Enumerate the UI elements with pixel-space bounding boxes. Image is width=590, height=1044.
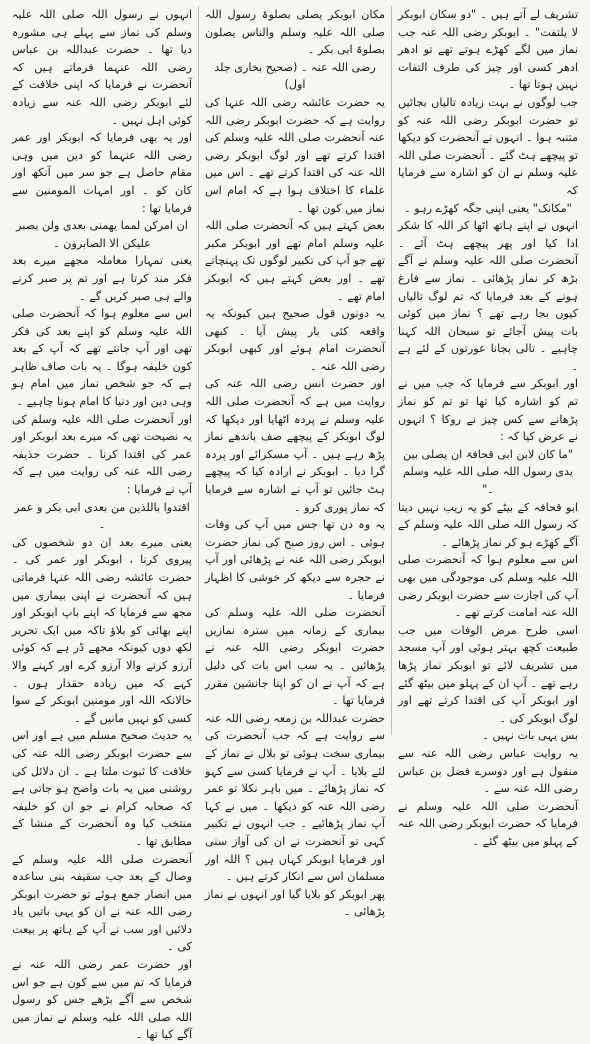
quote: "مکانک" یعنی اپنی جگہ کھڑے رہو ۔	[404, 201, 572, 215]
paragraph: یعنی میرے بعد ان دو شخصوں کی پیروی کرنا ، ابوبکر اور عمر کی ۔ حضرت عائشہ رضی اللہ عنہا فرماتی ہیں کہ آنحضرت نے اپنی بیماری میں مجھ سے فرمایا کہ اپنے باپ ابوبکر اور اپنے بھائی کو بلاؤ تاکہ میں ایک تحریر لکھ دوں کیونکہ مجھے ڈر ہے کہ کوئی آرزو کرنے والا آرزو کرے اور کہنے والا کہے کہ میں زیادہ حقدار ہوں ۔ حالانکہ اللہ اور مومنین ابوبکر کے سوا کسی کو نہیں مانیں گے ۔	[12, 535, 192, 725]
paragraph: انہوں نے رسول اللہ صلی اللہ علیہ وسلم کی نماز سے پہلے ہی مشورہ دیا تھا ۔ حضرت عبداللہ بن عباس رضی اللہ عنہما فرماتے ہیں کہ آنحضرت نے فرمایا کہ اپنی خلافت کے لئے ابوبکر رضی اللہ عنہ سے زیادہ کوئی اہل نہیں ۔	[12, 8, 192, 127]
quote: ان امرکن لمما یهمنی بعدی ولن یصبر علیکن الا الصابرون ۔	[16, 219, 188, 250]
paragraph: اور آنحضرت صلی اللہ علیہ وسلم کی یہ نصیحت تھی کہ میرے بعد ابوبکر اور عمر کی اقتدا کرنا ۔ حضرت حذیفہ رضی اللہ عنہ کی روایت میں ہے کہ آپ نے فرمایا :	[12, 412, 192, 497]
paragraph: پھر ابوبکر کو بلایا گیا اور انہوں نے نماز پڑھائی ۔	[205, 887, 385, 919]
paragraph: اور حضرت انس رضی اللہ عنہ کی روایت میں ہے کہ آنحضرت صلی اللہ علیہ وسلم نے پردہ اٹھایا اور دیکھا کہ لوگ ابوبکر کے پیچھے صف باندھے نماز پڑھ رہے ہیں ۔ آپ مسکرائے اور پردہ گرا دیا ۔ ابوبکر نے ارادہ کیا کہ پیچھے ہٹ جائیں تو آپ نے اشارہ سے فرمایا کہ نماز پوری کرو ۔	[205, 377, 385, 514]
column-left	[6, 6, 199, 1042]
paragraph: اس سے معلوم ہوا کہ آنحضرت صلی اللہ علیہ وسلم کی موجودگی میں بھی آپ کی اجازت سے حضرت ابوبکر رضی اللہ عنہ امامت کرتے تھے ۔	[398, 553, 578, 620]
paragraph: بعض کہتے ہیں کہ آنحضرت صلی اللہ علیہ وسلم امام تھے اور ابوبکر مکبر تھے جو آپ کی تکبیر لوگوں تک پہنچاتے تھے ۔ اور بعض کہتے ہیں کہ ابوبکر امام تھے ۔	[205, 219, 385, 303]
paragraph: ابو قحافہ کے بیٹے کو یہ زیب نہیں دیتا کہ رسول اللہ صلی اللہ علیہ وسلم کے آگے کھڑے ہو کر نماز پڑھائے ۔	[398, 500, 578, 549]
paragraph: یہ وہ دن تھا جس میں آپ کی وفات ہوئی ۔ اس روز صبح کی نماز حضرت ابوبکر رضی اللہ عنہ نے پڑھائی اور آپ نے حجرہ سے دیکھ کر خوشی کا اظہار فرمایا ۔	[205, 518, 385, 602]
paragraph: اسی طرح مرض الوفات میں جب طبیعت کچھ بہتر ہوئی اور آپ مسجد میں تشریف لائے تو ابوبکر نماز پڑھا رہے تھے ۔ آپ ان کے پہلو میں بیٹھ گئے اور ابوبکر آپ کی اقتدا کرتے تھے اور لوگ ابوبکر کی ۔	[398, 623, 578, 725]
quote: "ما کان لابن ابی قحافۃ ان یصلی بین یدی رسول اللہ صلی اللہ علیہ وسلم ۔"	[402, 447, 574, 497]
paragraph: آنحضرت صلی اللہ علیہ وسلم کی بیماری کے زمانہ میں سترہ نمازیں حضرت ابوبکر رضی اللہ عنہ نے پڑھائیں ۔ یہ سب اس بات کی دلیل ہے کہ آپ نے ان کو اپنا جانشین مقرر فرمایا تھا ۔	[205, 606, 385, 708]
paragraph: اور حضرت عمر رضی اللہ عنہ نے فرمایا کہ تم میں سے کون ہے جو اس شخص سے آگے بڑھے جس کو رسول اللہ صلی اللہ علیہ وسلم نے نماز میں آگے کیا تھا ۔	[12, 958, 192, 1042]
paragraph: اور یہ بھی فرمایا کہ ابوبکر اور عمر رضی اللہ عنہما کو دین میں وہی مقام حاصل ہے جو سر میں آنکھ اور کان کو ۔ اور امہات المومنین سے فرمایا تھا :	[12, 131, 192, 215]
paragraph: یہ دونوں قول صحیح ہیں کیونکہ یہ واقعہ کئی بار پیش آیا ۔ کبھی آنحضرت امام ہوئے اور کبھی ابوبکر رضی اللہ عنہ ۔	[205, 307, 385, 373]
paragraph: یہ روایت عباس رضی اللہ عنہ سے منقول ہے اور دوسرے فضل بن عباس رضی اللہ عنہ سے ۔	[398, 746, 578, 796]
paragraph: جب لوگوں نے بہت زیادہ تالیاں بجائیں تو حضرت ابوبکر رضی اللہ عنہ کو متنبہ ہوا ۔ انہوں نے آنحضرت کو دیکھا تو پیچھے ہٹ گئے ۔ آنحضرت صلی اللہ علیہ وسلم نے ان کو اشارہ سے فرمایا کہ	[398, 95, 578, 197]
quote: اقتدوا باللذین من بعدی ابی بکر و عمر ۔	[14, 500, 190, 532]
column-right	[392, 6, 584, 848]
paragraph: بس یہی بات نہیں ۔	[482, 729, 578, 743]
paragraph: حضرت عبداللہ بن زمعہ رضی اللہ عنہ سے روایت ہے کہ جب آنحضرت کی بیماری سخت ہوئی تو بلال نے نماز کے لئے بلایا ۔ آپ نے فرمایا کسی سے کہو کہ نماز پڑھائے ۔ میں باہر نکلا تو عمر رضی اللہ عنہ کو دیکھا ۔ میں نے کہا آپ نماز پڑھائیے ۔ جب انہوں نے تکبیر کہی تو آنحضرت نے ان کی آواز سنی اور فرمایا ابوبکر کہاں ہیں ؟ اللہ اور مسلمان اس سے انکار کرتے ہیں ۔	[205, 711, 385, 884]
paragraph: انہوں نے اپنے ہاتھ اٹھا کر اللہ کا شکر ادا کیا اور پھر پیچھے ہٹ آئے ۔ آنحضرت صلی اللہ علیہ وسلم نے آگے بڑھ کر نماز پڑھائی ۔ نماز سے فارغ ہونے کے بعد فرمایا کہ تم لوگ تالیاں کیوں بجا رہے تھے ؟ نماز میں کوئی بات پیش آجائے تو سبحان اللہ کہنا چاہیے ۔ تالی بجانا عورتوں کے لئے ہے ۔	[398, 219, 578, 373]
paragraph: آنحضرت صلی اللہ علیہ وسلم کے وصال کے بعد جب سقیفہ بنی ساعدہ میں انصار جمع ہوئے تو حضرت ابوبکر رضی اللہ عنہ نے ان کو یہی باتیں یاد دلائیں اور سب نے آپ کے ہاتھ پر بیعت کی ۔	[12, 852, 192, 954]
paragraph: تشریف لے آتے ہیں ۔ "دو سکان ابوبکر لا یلتفت" ۔ ابوبکر رضی اللہ عنہ جب نماز میں لگے کھڑے ہوتے تھے تو ادھر ادھر کسی اور چیز کی طرف التفات نہیں ہوتا تھا ۔	[398, 8, 578, 92]
paragraph: آنحضرت صلی اللہ علیہ وسلم نے فرمایا کہ حضرت ابوبکر رضی اللہ عنہ کے پہلو میں بیٹھ گئے ۔	[398, 799, 578, 848]
paragraph: اور ابوبکر سے فرمایا کہ جب میں نے تم کو اشارہ کیا تھا تو تم کو نماز پڑھانے سے کس چیز نے روکا ؟ انہوں نے عرض کیا کہ :	[398, 377, 578, 444]
paragraph: اس سے معلوم ہوا کہ آنحضرت صلی اللہ علیہ وسلم کو اپنے بعد کی فکر تھی اور آپ جانتے تھے کہ آپ کے بعد کون خلیفہ ہوگا ۔ یہ بات صاف ظاہر ہے کہ جو شخص نماز میں امام ہو وہی دین اور دنیا کا امام ہونا چاہیے ۔	[12, 307, 192, 409]
paragraph: یہ حدیث صحیح مسلم میں ہے اور اس سے حضرت ابوبکر رضی اللہ عنہ کی خلافت کا ثبوت ملتا ہے ۔ ان دلائل کی روشنی میں یہ بات واضح ہو جاتی ہے کہ صحابہ کرام نے جو ان کو خلیفہ منتخب کیا وہ آنحضرت کے منشا کے مطابق تھا ۔	[12, 729, 192, 848]
column-middle	[199, 6, 392, 919]
paragraph: مکان ابوبکر یصلی بصلوۃ رسول اللہ صلی اللہ علیہ وسلم والناس یصلون بصلوۃ ابی بکر ۔	[205, 8, 385, 57]
citation: رضی اللہ عنہ ۔ (صحیح بخاری جلد اول)	[214, 60, 376, 92]
paragraph: یہ حضرت عائشہ رضی اللہ عنہا کی روایت ہے کہ حضرت ابوبکر رضی اللہ عنہ آنحضرت صلی اللہ علیہ وسلم کی اقتدا کرتے تھے اور لوگ ابوبکر رضی اللہ عنہ کی اقتدا کرتے تھے ۔ اس میں علماء کا اختلاف ہوا ہے کہ امام اس نماز میں کون تھا ۔	[205, 95, 385, 215]
paragraph: یعنی تمہارا معاملہ مجھے میرے بعد فکر مند کرتا ہے اور تم پر صبر کرنے والے ہی صبر کریں گے ۔	[12, 254, 192, 303]
